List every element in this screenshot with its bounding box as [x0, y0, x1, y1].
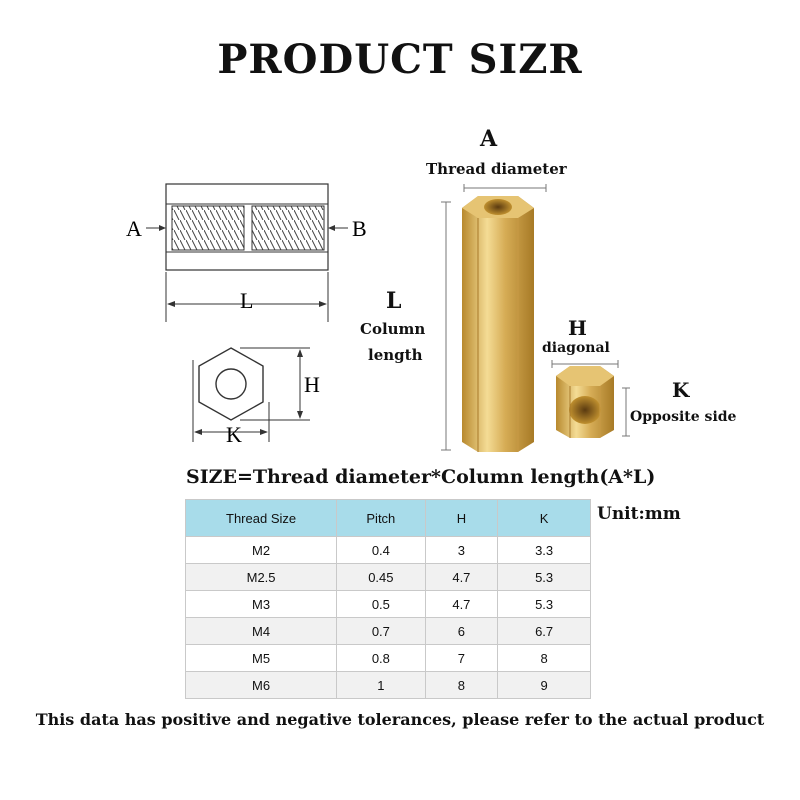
photo-label-l-desc-2: length: [368, 346, 423, 364]
cell-thread-size: M5: [186, 645, 337, 672]
cell-k: 9: [498, 672, 591, 699]
cell-pitch: 0.45: [337, 564, 425, 591]
cell-h: 7: [425, 645, 498, 672]
diagram-label-h: H: [304, 372, 320, 397]
cell-k: 5.3: [498, 564, 591, 591]
dimension-a-line: [464, 184, 546, 192]
cell-h: 8: [425, 672, 498, 699]
cell-thread-size: M6: [186, 672, 337, 699]
cell-thread-size: M2: [186, 537, 337, 564]
cell-k: 5.3: [498, 591, 591, 618]
photo-label-h-desc: diagonal: [542, 340, 610, 356]
arrow-a: [146, 225, 166, 231]
technical-drawing: [120, 170, 380, 460]
dimension-k-line: [622, 388, 630, 436]
diagram-label-a: A: [126, 216, 142, 241]
cell-pitch: 0.5: [337, 591, 425, 618]
diagram-label-k: K: [226, 422, 242, 447]
cell-k: 3.3: [498, 537, 591, 564]
cell-thread-size: M2.5: [186, 564, 337, 591]
photo-label-a-desc: Thread diameter: [426, 160, 567, 178]
photo-label-h: H: [568, 316, 587, 340]
unit-label: Unit:mm: [597, 504, 681, 524]
diagram-label-b: B: [352, 216, 367, 241]
header-thread-size: Thread Size: [186, 500, 337, 537]
cell-pitch: 0.7: [337, 618, 425, 645]
spec-table: [185, 499, 591, 699]
photo-label-k-desc: Opposite side: [630, 409, 737, 425]
table-row: [186, 672, 591, 699]
cell-k: 6.7: [498, 618, 591, 645]
cell-h: 3: [425, 537, 498, 564]
tolerance-note: This data has positive and negative tolerances, please refer to the actual product: [35, 710, 765, 729]
table-row: [186, 591, 591, 618]
short-standoff: [556, 366, 614, 438]
header-h: H: [425, 500, 498, 537]
cell-pitch: 0.8: [337, 645, 425, 672]
page-title: PRODUCT SIZR: [217, 36, 583, 83]
table-row: [186, 645, 591, 672]
photo-label-k: K: [672, 378, 690, 402]
cell-pitch: 0.4: [337, 537, 425, 564]
cell-pitch: 1: [337, 672, 425, 699]
cell-h: 4.7: [425, 564, 498, 591]
arrow-b: [328, 225, 348, 231]
header-k: K: [498, 500, 591, 537]
cell-k: 8: [498, 645, 591, 672]
long-standoff: [462, 196, 534, 452]
dimension-l-line: [441, 202, 451, 450]
hex-end-view: [199, 348, 263, 420]
table-row: [186, 564, 591, 591]
cell-h: 4.7: [425, 591, 498, 618]
header-pitch: Pitch: [337, 500, 425, 537]
table-row: [186, 618, 591, 645]
table-header-row: [186, 500, 591, 537]
cell-h: 6: [425, 618, 498, 645]
photo-label-l-desc-1: Column: [360, 320, 426, 338]
cell-thread-size: M4: [186, 618, 337, 645]
photo-label-l: L: [386, 288, 402, 314]
side-view: [166, 184, 328, 270]
table-row: [186, 537, 591, 564]
diagram-label-l: L: [240, 288, 254, 313]
product-illustration: [420, 180, 660, 460]
photo-label-a: A: [480, 126, 498, 152]
cell-thread-size: M3: [186, 591, 337, 618]
size-formula: SIZE=Thread diameter*Column length(A*L): [186, 466, 656, 488]
